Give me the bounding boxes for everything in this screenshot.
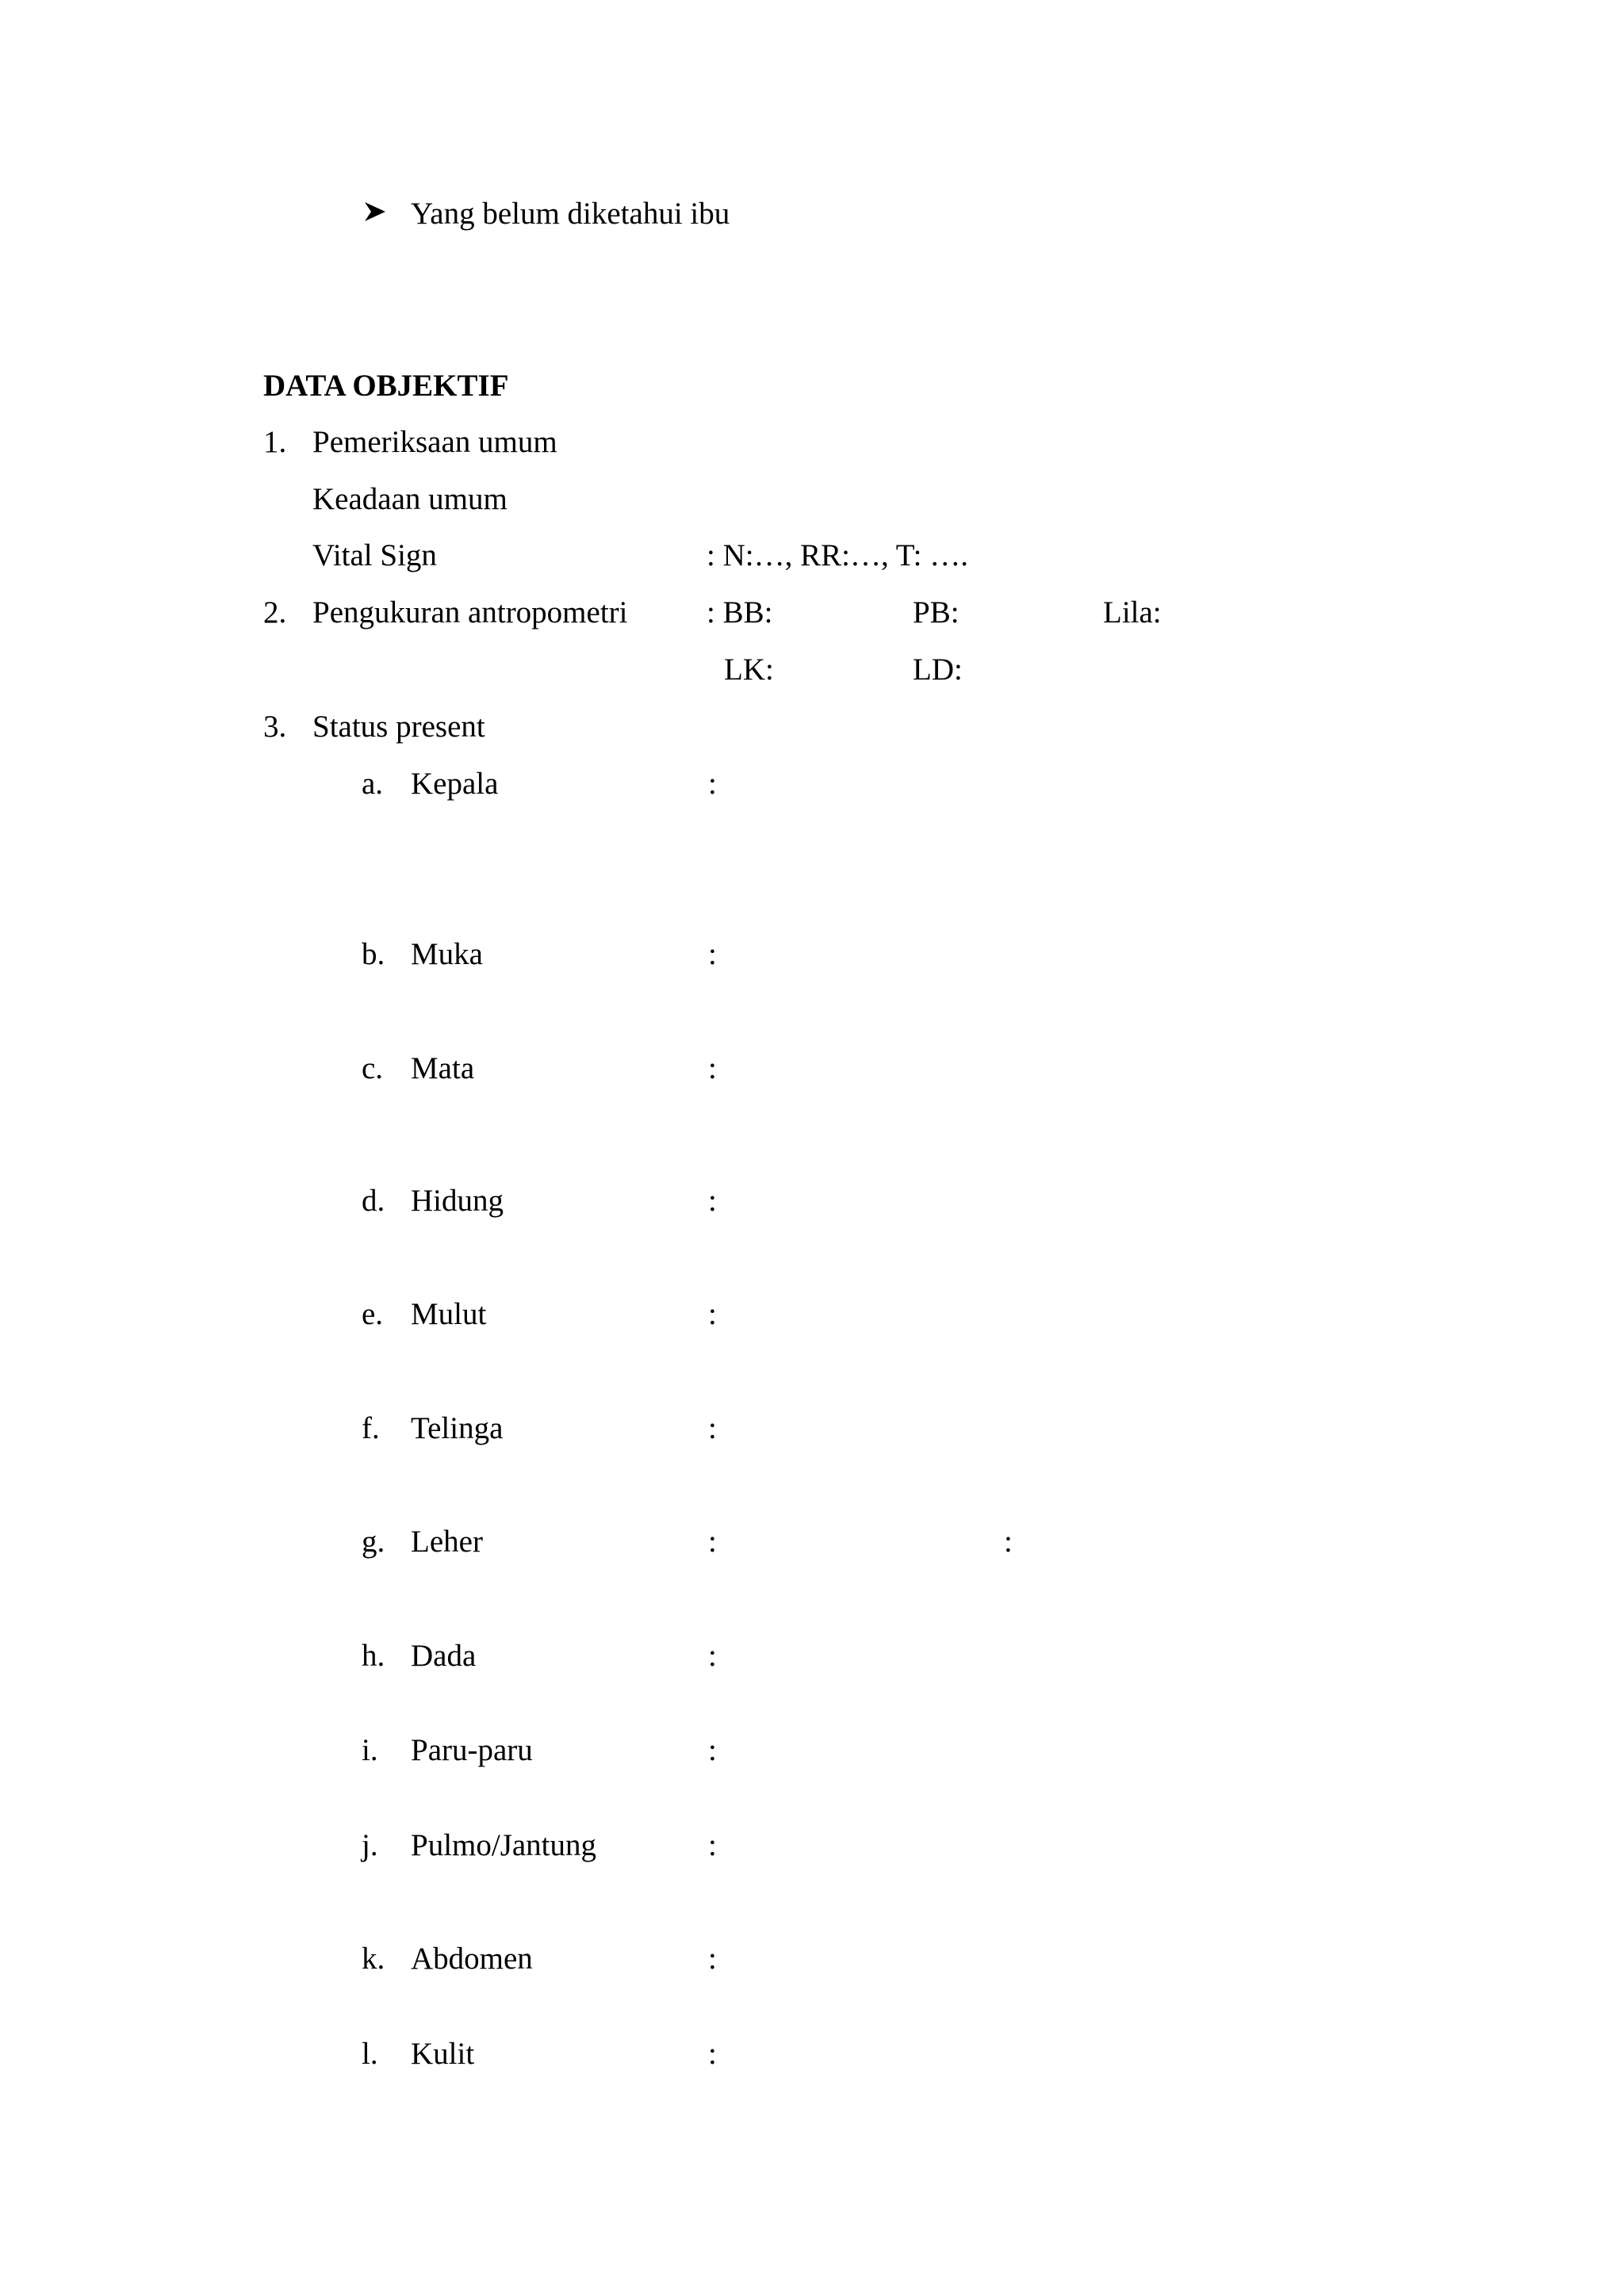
sub-letter: l. (362, 2037, 378, 2071)
sub-label-telinga: Telinga (411, 1411, 504, 1445)
sub-label-leher: Leher (411, 1525, 483, 1559)
item-number: 2. (263, 595, 287, 629)
field-bb: : BB: (707, 595, 773, 629)
sub-label-kepala: Kepala (411, 767, 499, 801)
sub-letter: e. (362, 1297, 384, 1331)
colon: : (708, 1051, 717, 1085)
item-number: 1. (263, 425, 287, 459)
bullet-text: Yang belum diketahui ibu (411, 197, 730, 231)
sub-label-dada: Dada (411, 1639, 477, 1673)
colon: : (708, 1411, 717, 1445)
sub-label-kulit: Kulit (411, 2037, 475, 2071)
sub-label-abdomen: Abdomen (411, 1942, 533, 1976)
colon: : (708, 1639, 717, 1673)
sub-label-paru-paru: Paru-paru (411, 1733, 533, 1767)
sub-letter: k. (362, 1942, 385, 1976)
vital-sign-value: : N:…, RR:…, T: …. (707, 538, 968, 572)
colon: : (708, 937, 717, 971)
item-number: 3. (263, 710, 287, 744)
colon: : (708, 1733, 717, 1767)
colon: : (708, 1297, 717, 1331)
colon: : (708, 1525, 717, 1559)
item-label-pengukuran-antropometri: Pengukuran antropometri (312, 595, 628, 629)
sub-label-hidung: Hidung (411, 1184, 504, 1218)
sub-letter: d. (362, 1184, 385, 1218)
sub-label-mata: Mata (411, 1051, 475, 1085)
colon: : (708, 1942, 717, 1976)
sub-label-vital-sign: Vital Sign (312, 538, 437, 572)
sub-letter: f. (362, 1411, 380, 1445)
colon: : (708, 767, 717, 801)
field-ld: LD: (913, 652, 963, 687)
field-lk: LK: (724, 652, 774, 687)
sub-letter: b. (362, 937, 385, 971)
sub-label-pulmo-jantung: Pulmo/Jantung (411, 1828, 597, 1862)
item-label-pemeriksaan-umum: Pemeriksaan umum (312, 425, 557, 459)
colon: : (708, 1828, 717, 1862)
sub-label-keadaan-umum: Keadaan umum (312, 482, 508, 516)
colon: : (708, 1184, 717, 1218)
field-pb: PB: (913, 595, 959, 629)
colon-extra: : (1004, 1525, 1013, 1559)
arrow-bullet-icon (363, 200, 387, 224)
sub-label-muka: Muka (411, 937, 483, 971)
item-label-status-present: Status present (312, 710, 485, 744)
sub-letter: c. (362, 1051, 384, 1085)
sub-letter: g. (362, 1525, 385, 1559)
field-lila: Lila: (1103, 595, 1162, 629)
sub-letter: h. (362, 1639, 385, 1673)
sub-letter: a. (362, 767, 384, 801)
sub-letter: i. (362, 1733, 378, 1767)
sub-letter: j. (362, 1828, 378, 1862)
section-title: DATA OBJEKTIF (263, 369, 509, 403)
sub-label-mulut: Mulut (411, 1297, 487, 1331)
colon: : (708, 2037, 717, 2071)
